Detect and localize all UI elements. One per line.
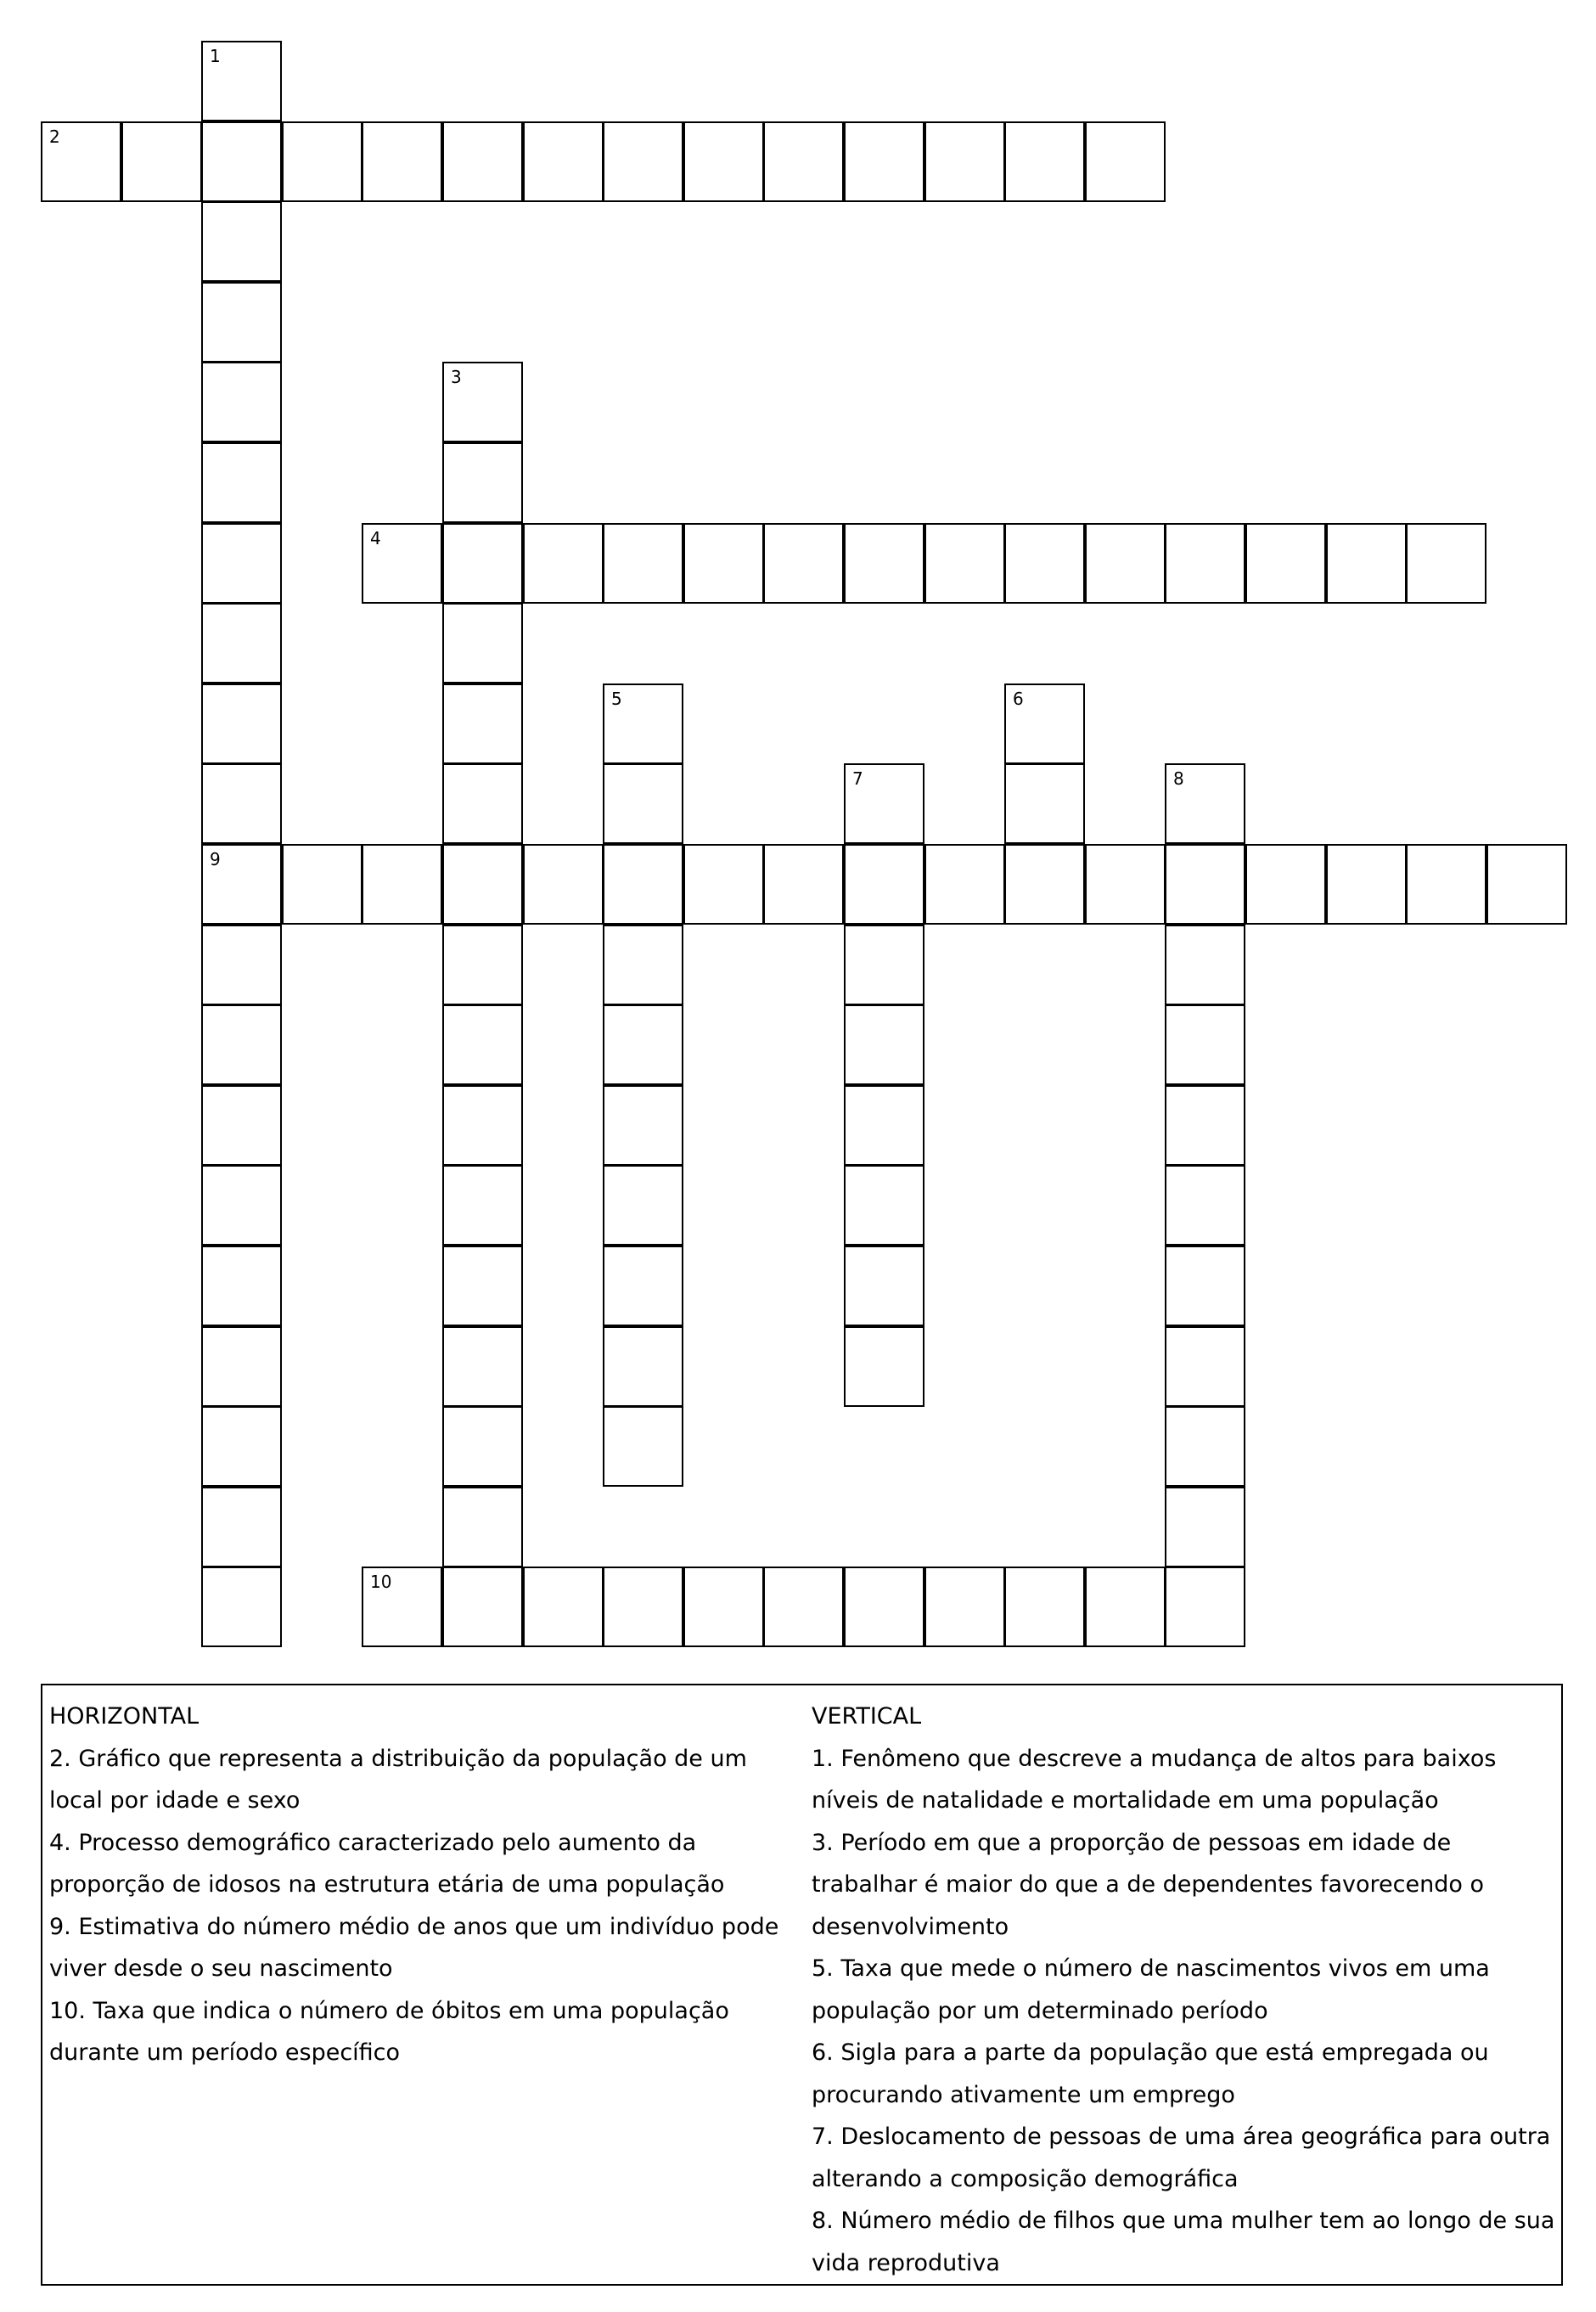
- grid-cell[interactable]: [201, 442, 282, 523]
- clue-horizontal-10: 10. Taxa que indica o número de óbitos em uma população durante um período específico: [49, 1997, 729, 2066]
- grid-cell[interactable]: [523, 523, 604, 604]
- grid-cell[interactable]: [523, 121, 604, 202]
- grid-cell[interactable]: [442, 1567, 523, 1647]
- clue-number: 10: [370, 1572, 392, 1592]
- grid-cell[interactable]: [603, 1567, 683, 1647]
- grid-cell[interactable]: [1165, 1567, 1245, 1647]
- grid-cell[interactable]: [1004, 763, 1085, 844]
- clues-box: [41, 1684, 1563, 2286]
- grid-cell[interactable]: [844, 1085, 924, 1166]
- clue-number: 3: [451, 367, 462, 387]
- grid-cell[interactable]: [844, 763, 924, 844]
- grid-cell[interactable]: [442, 1246, 523, 1326]
- grid-cell[interactable]: [1004, 1567, 1085, 1647]
- clue-vertical-1: 1. Fenômeno que descreve a mudança de altos para baixos níveis de natalidade e mortalidade em uma população: [812, 1745, 1497, 1814]
- grid-cell[interactable]: [442, 1085, 523, 1166]
- grid-cell[interactable]: [442, 683, 523, 764]
- grid-cell[interactable]: [1406, 844, 1486, 925]
- clue-number: 8: [1173, 768, 1184, 789]
- grid-cell[interactable]: [362, 523, 442, 604]
- grid-cell[interactable]: [924, 523, 1005, 604]
- grid-cell[interactable]: [844, 523, 924, 604]
- grid-cell[interactable]: [442, 442, 523, 523]
- grid-cell[interactable]: [442, 844, 523, 925]
- grid-cell[interactable]: [603, 763, 683, 844]
- clue-horizontal-2: 2. Gráfico que representa a distribuição da população de um local por idade e sexo: [49, 1745, 747, 1814]
- grid-cell[interactable]: [201, 1406, 282, 1487]
- grid-cell[interactable]: [1004, 683, 1085, 764]
- grid-cell[interactable]: [1085, 844, 1166, 925]
- clue-horizontal-4: 4. Processo demográfico caracterizado pelo aumento da proporção de idosos na estrutura etária de uma população: [49, 1829, 725, 1898]
- grid-cell[interactable]: [1004, 121, 1085, 202]
- grid-cell[interactable]: [201, 683, 282, 764]
- grid-cell[interactable]: [362, 121, 442, 202]
- grid-cell[interactable]: [41, 121, 121, 202]
- grid-cell[interactable]: [924, 844, 1005, 925]
- grid-cell[interactable]: [1245, 844, 1326, 925]
- grid-cell[interactable]: [1004, 523, 1085, 604]
- grid-cell[interactable]: [523, 1567, 604, 1647]
- grid-cell[interactable]: [683, 121, 764, 202]
- grid-cell[interactable]: [844, 925, 924, 1005]
- grid-cell[interactable]: [442, 1406, 523, 1487]
- grid-cell[interactable]: [523, 844, 604, 925]
- grid-cell[interactable]: [442, 1487, 523, 1567]
- grid-cell[interactable]: [1165, 1246, 1245, 1326]
- grid-cell[interactable]: [282, 121, 362, 202]
- grid-cell[interactable]: [201, 1165, 282, 1246]
- grid-cell[interactable]: [442, 1326, 523, 1407]
- grid-cell[interactable]: [603, 1326, 683, 1407]
- grid-cell[interactable]: [844, 121, 924, 202]
- grid-cell[interactable]: [442, 121, 523, 202]
- grid-cell[interactable]: [603, 1165, 683, 1246]
- grid-cell[interactable]: [442, 763, 523, 844]
- grid-cell[interactable]: [1085, 1567, 1166, 1647]
- grid-cell[interactable]: [603, 1085, 683, 1166]
- grid-cell[interactable]: [201, 1004, 282, 1085]
- grid-cell[interactable]: [201, 1326, 282, 1407]
- grid-cell[interactable]: [282, 844, 362, 925]
- grid-cell[interactable]: [201, 201, 282, 282]
- grid-cell[interactable]: [1165, 1406, 1245, 1487]
- grid-cell[interactable]: [201, 1567, 282, 1647]
- clue-vertical-6: 6. Sigla para a parte da população que está empregada ou procurando ativamente um emprego: [812, 2039, 1489, 2108]
- clue-number: 7: [852, 768, 863, 789]
- grid-cell[interactable]: [603, 683, 683, 764]
- grid-cell[interactable]: [603, 844, 683, 925]
- grid-cell[interactable]: [1326, 844, 1407, 925]
- clue-number: 2: [49, 127, 60, 147]
- grid-cell[interactable]: [201, 763, 282, 844]
- grid-cell[interactable]: [603, 1246, 683, 1326]
- grid-cell[interactable]: [844, 1165, 924, 1246]
- grid-cell[interactable]: [844, 1246, 924, 1326]
- grid-cell[interactable]: [844, 1326, 924, 1407]
- grid-cell[interactable]: [1486, 844, 1567, 925]
- grid-cell[interactable]: [442, 523, 523, 604]
- grid-cell[interactable]: [201, 282, 282, 363]
- clue-vertical-3: 3. Período em que a proporção de pessoas em idade de trabalhar é maior do que a de dependentes favorecendo o desenvolvimento: [812, 1829, 1484, 1940]
- grid-cell[interactable]: [683, 1567, 764, 1647]
- grid-cell[interactable]: [603, 925, 683, 1005]
- clue-number: 5: [611, 689, 622, 709]
- clue-vertical-5: 5. Taxa que mede o número de nascimentos vivos em uma população por um determinado período: [812, 1955, 1490, 2024]
- grid-cell[interactable]: [201, 523, 282, 604]
- grid-cell[interactable]: [1165, 1487, 1245, 1567]
- grid-cell[interactable]: [442, 1165, 523, 1246]
- grid-cell[interactable]: [201, 41, 282, 121]
- grid-cell[interactable]: [1165, 1326, 1245, 1407]
- vertical-clues: [812, 1696, 1559, 2284]
- vertical-title: VERTICAL: [812, 1703, 922, 1730]
- grid-cell[interactable]: [1004, 844, 1085, 925]
- grid-cell[interactable]: [442, 1004, 523, 1085]
- grid-cell[interactable]: [844, 1004, 924, 1085]
- clue-horizontal-9: 9. Estimativa do número médio de anos que um indivíduo pode viver desde o seu nascimento: [49, 1913, 779, 1982]
- grid-cell[interactable]: [362, 844, 442, 925]
- clue-number: 9: [210, 849, 221, 869]
- clue-vertical-8: 8. Número médio de filhos que uma mulher tem ao longo de sua vida reprodutiva: [812, 2208, 1555, 2276]
- clue-vertical-7: 7. Deslocamento de pessoas de uma área geográfica para outra alterando a composição demográfica: [812, 2124, 1551, 2192]
- grid-cell[interactable]: [603, 1004, 683, 1085]
- clue-number: 6: [1013, 689, 1024, 709]
- grid-cell[interactable]: [683, 844, 764, 925]
- grid-cell[interactable]: [844, 844, 924, 925]
- grid-cell[interactable]: [763, 1567, 844, 1647]
- clue-number: 4: [370, 528, 381, 548]
- grid-cell[interactable]: [924, 1567, 1005, 1647]
- grid-cell[interactable]: [201, 121, 282, 202]
- grid-cell[interactable]: [1326, 523, 1407, 604]
- grid-cell[interactable]: [1085, 523, 1166, 604]
- grid-cell[interactable]: [603, 1406, 683, 1487]
- grid-cell[interactable]: [1085, 121, 1166, 202]
- grid-cell[interactable]: [1165, 523, 1245, 604]
- grid-cell[interactable]: [924, 121, 1005, 202]
- grid-cell[interactable]: [442, 362, 523, 442]
- grid-cell[interactable]: [683, 523, 764, 604]
- grid-cell[interactable]: [1165, 1085, 1245, 1166]
- grid-cell[interactable]: [201, 362, 282, 442]
- grid-cell[interactable]: [1165, 1165, 1245, 1246]
- grid-cell[interactable]: [201, 1246, 282, 1326]
- grid-cell[interactable]: [1165, 763, 1245, 844]
- grid-cell[interactable]: [844, 1567, 924, 1647]
- clue-number: 1: [210, 46, 221, 66]
- grid-cell[interactable]: [603, 121, 683, 202]
- grid-cell[interactable]: [201, 844, 282, 925]
- grid-cell[interactable]: [362, 1567, 442, 1647]
- grid-cell[interactable]: [442, 603, 523, 683]
- grid-cell[interactable]: [1165, 844, 1245, 925]
- grid-cell[interactable]: [442, 925, 523, 1005]
- grid-cell[interactable]: [763, 121, 844, 202]
- grid-cell[interactable]: [201, 1085, 282, 1166]
- horizontal-clues: [49, 1696, 796, 2074]
- grid-cell[interactable]: [201, 603, 282, 683]
- horizontal-title: HORIZONTAL: [49, 1703, 200, 1730]
- grid-cell[interactable]: [1165, 1004, 1245, 1085]
- grid-cell[interactable]: [763, 523, 844, 604]
- grid-cell[interactable]: [1165, 925, 1245, 1005]
- grid-cell[interactable]: [121, 121, 202, 202]
- grid-cell[interactable]: [603, 523, 683, 604]
- grid-cell[interactable]: [201, 1487, 282, 1567]
- grid-cell[interactable]: [201, 925, 282, 1005]
- grid-cell[interactable]: [763, 844, 844, 925]
- grid-cell[interactable]: [1245, 523, 1326, 604]
- grid-cell[interactable]: [1406, 523, 1486, 604]
